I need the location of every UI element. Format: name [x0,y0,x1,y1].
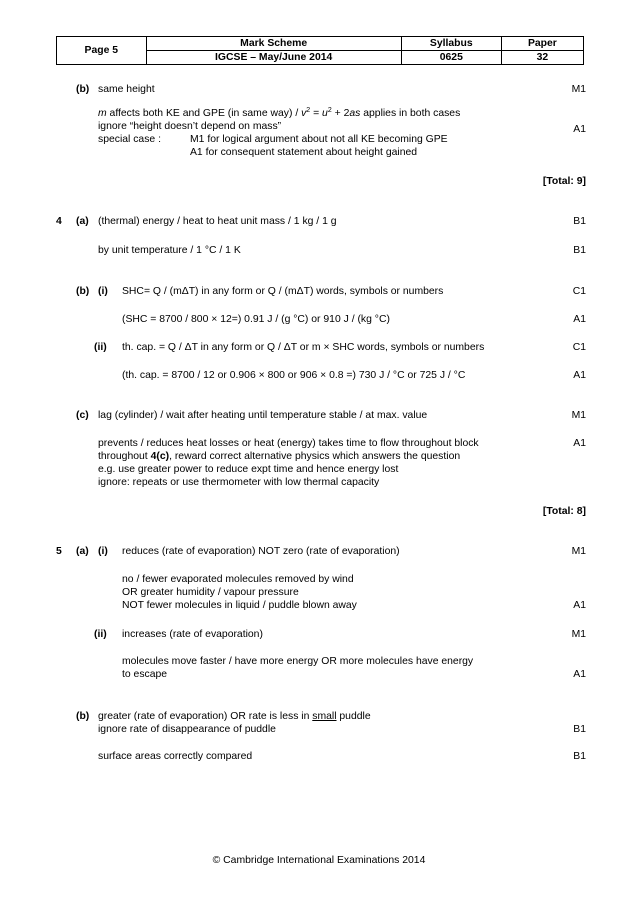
q4a-mark-2: B1 [573,245,586,256]
q4c-mark-2: A1 [573,438,586,449]
q3b-line-4-label: special case : [98,134,161,145]
q5b-mark-3: B1 [573,751,586,762]
q5ai-line-2: no / fewer evaporated molecules removed by wind [122,574,354,585]
header-syllabus-label: Syllabus [401,37,501,51]
q4bii-label: (ii) [94,342,107,353]
q3b-line-3: ignore “height doesn’t depend on mass” [98,121,282,132]
header-page: Page 5 [57,37,147,65]
q4c-mark-1: M1 [571,410,586,421]
q4bi-mark-2: A1 [573,314,586,325]
q4bii-mark-1: C1 [572,342,586,353]
q5aii-label: (ii) [94,629,107,640]
q4c-line-5: ignore: repeats or use thermometer with low thermal capacity [98,477,380,488]
q5aii-mark-3: A1 [573,669,586,680]
q5a-part-label: (a) [76,546,89,557]
q4bi-mark-1: C1 [572,286,586,297]
q4bi-line-1: SHC= Q / (mΔT) in any form or Q / (mΔT) words, symbols or numbers [122,286,444,297]
q5aii-line-2: molecules move faster / have more energy OR more molecules have energy [122,656,474,667]
q4a-part-label: (a) [76,216,89,227]
q5ai-line-3: OR greater humidity / vapour pressure [122,587,299,598]
q5b-line-3: surface areas correctly compared [98,751,253,762]
q3b-part-label: (b) [76,84,90,95]
q5aii-line-3: to escape [122,669,168,680]
q3b-mark-1: M1 [571,84,586,95]
q4c-line-3: throughout 4(c), reward correct alternative physics which answers the question [98,451,461,462]
q4bi-label: (i) [98,286,108,297]
q3b-line-2: m affects both KE and GPE (in same $way) / v^2 = u^2 + 2as$ applies in both cases [98,107,461,119]
header-exam: IGCSE – May/June 2014 [146,51,401,65]
header-table [56,36,584,65]
q4c-line-4: e.g. use greater power to reduce expt time and hence energy lost [98,464,399,475]
header-syllabus: 0625 [401,51,501,65]
q4a-line-2: by unit temperature / 1 °C / 1 K [98,245,241,256]
q4b-part-label: (b) [76,286,90,297]
q5aii-line-1: increases (rate of evaporation) [122,629,263,640]
q5ai-mark-4: A1 [573,600,586,611]
q5b-part-label: (b) [76,711,90,722]
q4-number: 4 [56,216,62,227]
q5aii-mark-1: M1 [571,629,586,640]
q5b-mark-2: B1 [573,724,586,735]
header-paper: 32 [501,51,583,65]
q4bii-line-1: th. cap. = Q / ΔT in any form or Q / ΔT or m × SHC words, symbols or numbers [122,342,485,353]
q5b-line-2: ignore rate of disappearance of puddle [98,724,276,735]
q5ai-mark-1: M1 [571,546,586,557]
q3b-line-4: M1 for logical argument about not all KE becoming GPE [190,134,448,145]
q3-total: [Total: 9] [542,176,586,187]
q4bii-mark-2: A1 [573,370,586,381]
q4a-mark-1: B1 [573,216,586,227]
q5-number: 5 [56,546,62,557]
q4-total: [Total: 8] [542,506,586,517]
q5b-line-1: greater (rate of evaporation) OR rate is less in small puddle [98,711,371,722]
header-paper-label: Paper [501,37,583,51]
q3b-mark-3: A1 [573,124,586,135]
q5ai-line-4: NOT fewer molecules in liquid / puddle blown away [122,600,357,611]
q4bii-line-2: (th. cap. = 8700 / 12 or 0.906 × 800 or 906 × 0.8 =) 730 J / °C or 725 J / °C [122,370,466,381]
q3b-line-5: A1 for consequent statement about height gained [190,147,418,158]
q4c-line-1: lag (cylinder) / wait after heating until temperature stable / at max. value [98,410,428,421]
q4a-line-1: (thermal) energy / heat to heat unit mass / 1 kg / 1 g [98,216,337,227]
q4bi-line-2: (SHC = 8700 / 800 × 12=) 0.91 J / (g °C) or 910 J / (kg °C) [122,314,390,325]
q4c-line-2: prevents / reduces heat losses or heat (energy) takes time to flow throughout block [98,438,479,449]
header-mark-scheme: Mark Scheme [146,37,401,51]
q4c-part-label: (c) [76,410,89,421]
q5ai-line-1: reduces (rate of evaporation) NOT zero (rate of evaporation) [122,546,400,557]
footer-copyright: © Cambridge International Examinations 2014 [212,855,426,866]
q3b-line-1: same height [98,84,155,95]
q5ai-label: (i) [98,546,108,557]
